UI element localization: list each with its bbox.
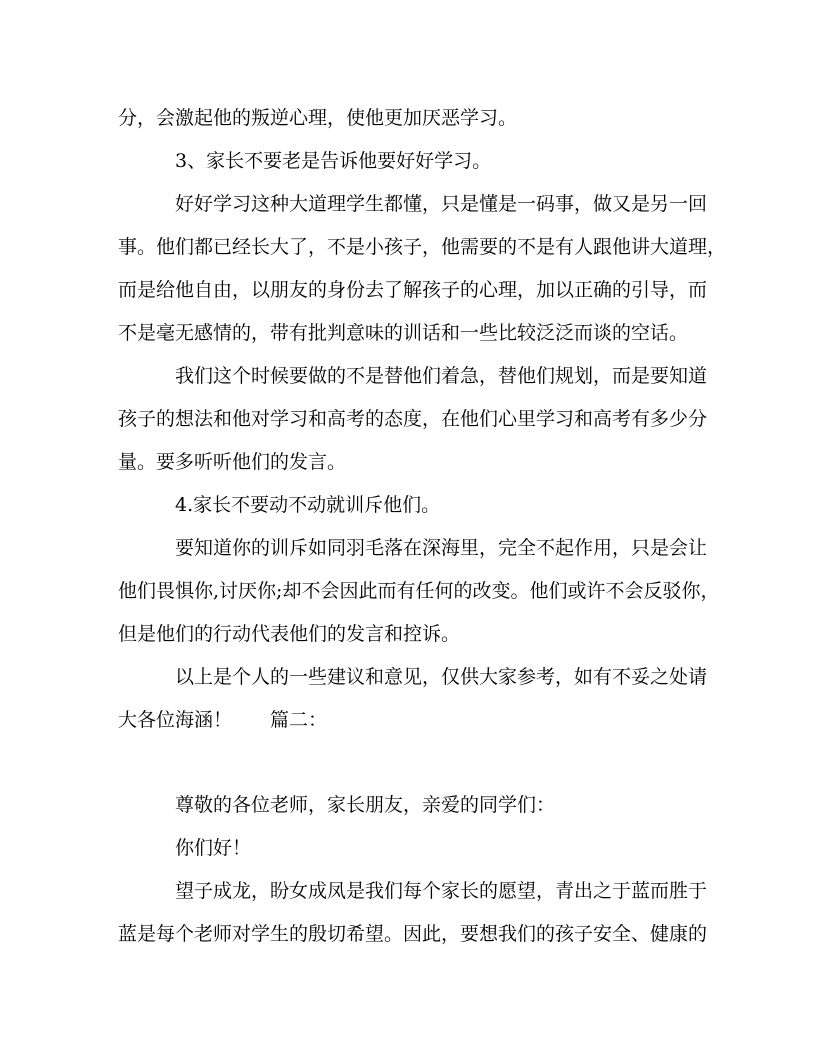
text-line: 分，会激起他的叛逆心理，使他更加厌恶学习。 xyxy=(118,107,518,129)
text-line: 孩子的想法和他对学习和高考的态度，在他们心里学习和高考有多少分 xyxy=(118,408,708,430)
text-line: 以上是个人的一些建议和意见，仅供大家参考，如有不妥之处请 xyxy=(175,666,708,688)
text-line: 他们畏惧你,讨厌你;却不会因此而有任何的改变。他们或许不会反驳你， xyxy=(118,580,720,602)
text-line xyxy=(118,709,327,731)
text-line: 而是给他自由，以朋友的身份去了解孩子的心理，加以正确的引导，而 xyxy=(118,279,708,301)
text-line: 不是毫无感情的，带有批判意味的训话和一些比较泛泛而谈的空话。 xyxy=(118,322,689,344)
text-line: 量。要多听听他们的发言。 xyxy=(118,451,347,473)
text-line: 要知道你的训斥如同羽毛落在深海里，完全不起作用，只是会让 xyxy=(175,537,708,559)
text-line: 事。他们都已经长大了，不是小孩子，他需要的不是有人跟他讲大道理， xyxy=(118,236,727,258)
text-line: 我们这个时候要做的不是替他们着急，替他们规划，而是要知道 xyxy=(175,365,708,387)
text-line: 但是他们的行动代表他们的发言和控诉。 xyxy=(118,623,461,645)
salutation: 尊敬的各位老师，家长朋友，亲爱的同学们： xyxy=(175,794,556,816)
text-line: 蓝是每个老师对学生的殷切希望。因此，要想我们的孩子安全、健康的 xyxy=(118,923,708,945)
section-heading: 4.家长不要动不动就训斥他们。 xyxy=(175,494,441,516)
greeting: 你们好！ xyxy=(175,837,252,859)
closing-text: 大各位海涵！ xyxy=(118,709,233,731)
text-line: 好好学习这种大道理学生都懂，只是懂是一码事，做又是另一回 xyxy=(175,193,708,215)
text-line: 望子成龙，盼女成凤是我们每个家长的愿望，青出之于蓝而胜于 xyxy=(175,880,708,902)
part-two-heading: 篇二： xyxy=(270,709,328,731)
section-heading: 3、家长不要老是告诉他要好好学习。 xyxy=(175,150,492,172)
